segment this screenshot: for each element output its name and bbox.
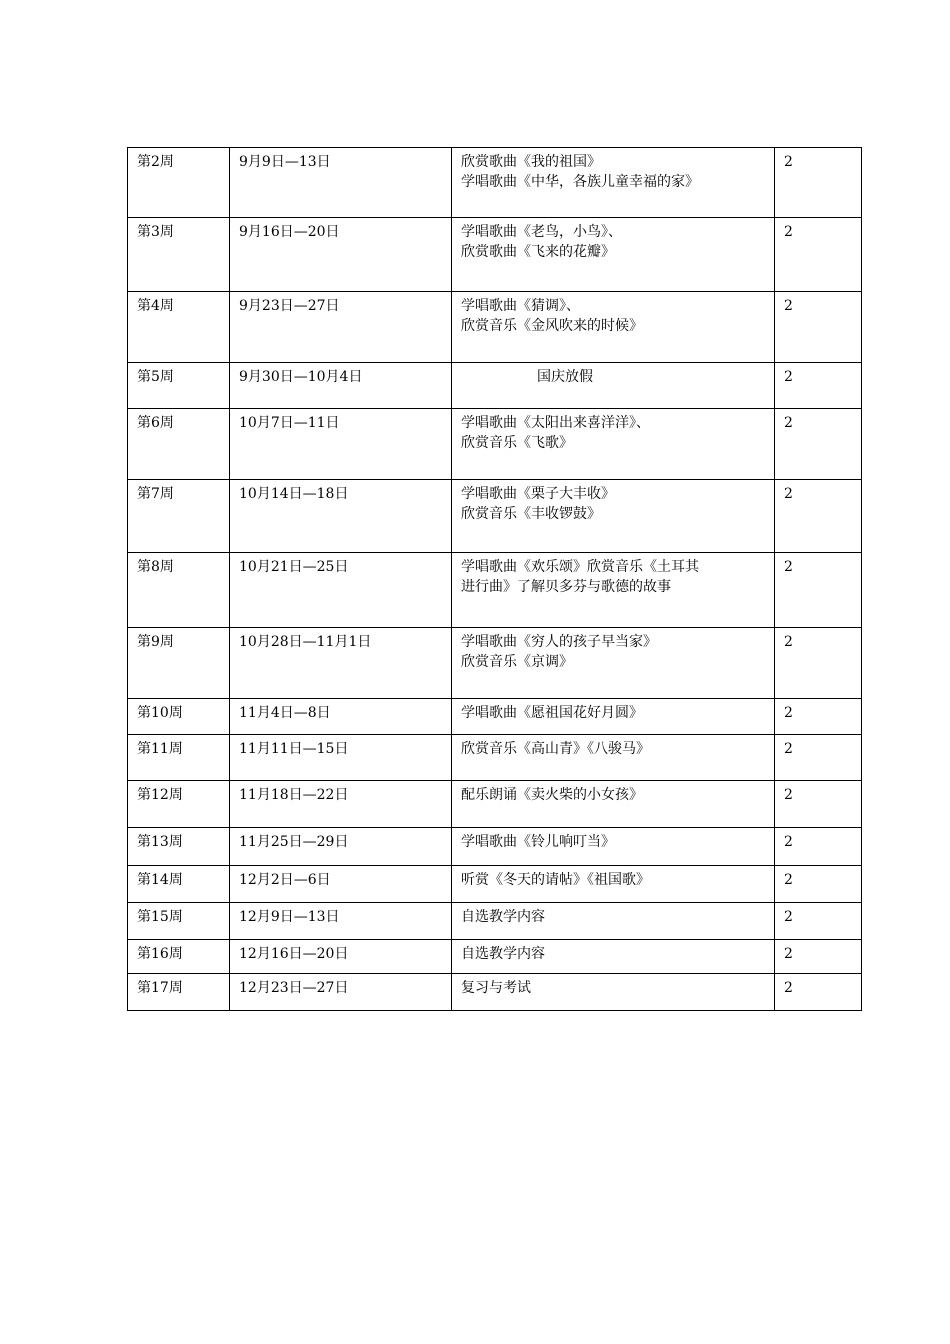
content-cell <box>452 148 775 218</box>
dates-cell: 12月2日—6日 <box>230 866 452 903</box>
hours-cell: 2 <box>775 553 862 628</box>
table-row <box>128 628 862 699</box>
hours-cell: 2 <box>775 699 862 735</box>
week-cell: 第10周 <box>128 699 230 735</box>
hours-cell: 2 <box>775 974 862 1011</box>
content-line: 学唱歌曲《铃儿响叮当》 <box>461 834 615 850</box>
hours-cell: 2 <box>775 363 862 409</box>
week-cell: 第14周 <box>128 866 230 903</box>
content-cell <box>452 903 775 940</box>
dates-cell: 10月28日—11月1日 <box>230 628 452 699</box>
table-row <box>128 148 862 218</box>
dates-cell: 12月23日—27日 <box>230 974 452 1011</box>
content-cell <box>452 866 775 903</box>
week-cell: 第4周 <box>128 292 230 363</box>
dates-cell: 10月21日—25日 <box>230 553 452 628</box>
hours-cell: 2 <box>775 903 862 940</box>
content-line: 欣赏音乐《飞歌》 <box>461 435 573 451</box>
content-line: 学唱歌曲《猜调》、 <box>461 298 580 314</box>
dates-cell: 12月16日—20日 <box>230 940 452 974</box>
schedule-body <box>128 148 862 1011</box>
content-cell <box>452 363 775 409</box>
week-cell: 第17周 <box>128 974 230 1011</box>
dates-cell: 9月23日—27日 <box>230 292 452 363</box>
hours-cell: 2 <box>775 781 862 828</box>
table-row <box>128 828 862 866</box>
dates-cell: 11月18日—22日 <box>230 781 452 828</box>
content-cell <box>452 781 775 828</box>
hours-cell: 2 <box>775 628 862 699</box>
table-row <box>128 735 862 781</box>
content-cell <box>452 699 775 735</box>
content-cell <box>452 828 775 866</box>
content-line: 配乐朗诵《卖火柴的小女孩》 <box>461 787 643 803</box>
hours-cell: 2 <box>775 866 862 903</box>
teaching-schedule-table <box>127 147 862 1011</box>
dates-cell: 11月4日—8日 <box>230 699 452 735</box>
hours-cell: 2 <box>775 735 862 781</box>
table-row <box>128 699 862 735</box>
content-cell <box>452 628 775 699</box>
week-cell: 第12周 <box>128 781 230 828</box>
week-cell: 第8周 <box>128 553 230 628</box>
table-row <box>128 363 862 409</box>
dates-cell: 9月16日—20日 <box>230 218 452 292</box>
hours-cell: 2 <box>775 218 862 292</box>
hours-cell: 2 <box>775 480 862 553</box>
content-line: 欣赏音乐《金风吹来的时候》 <box>461 318 643 334</box>
hours-cell: 2 <box>775 292 862 363</box>
content-line: 进行曲》了解贝多芬与歌德的故事 <box>461 579 671 595</box>
dates-cell: 12月9日—13日 <box>230 903 452 940</box>
content-line: 欣赏歌曲《飞来的花瓣》 <box>461 244 615 260</box>
dates-cell: 10月7日—11日 <box>230 409 452 480</box>
content-cell <box>452 553 775 628</box>
content-line: 欣赏歌曲《我的祖国》 <box>461 154 601 170</box>
content-line: 学唱歌曲《欢乐颂》欣赏音乐《土耳其 <box>461 559 699 575</box>
content-line: 学唱歌曲《穷人的孩子早当家》 <box>461 634 657 650</box>
week-cell: 第11周 <box>128 735 230 781</box>
content-line: 欣赏音乐《高山青》《八骏马》 <box>461 741 650 757</box>
content-cell <box>452 218 775 292</box>
content-line: 听赏《冬天的请帖》《祖国歌》 <box>461 872 650 888</box>
week-cell: 第15周 <box>128 903 230 940</box>
content-line: 学唱歌曲《愿祖国花好月圆》 <box>461 705 643 721</box>
table-row <box>128 480 862 553</box>
content-line: 复习与考试 <box>461 980 531 996</box>
content-line: 学唱歌曲《中华，各族儿童幸福的家》 <box>461 174 699 190</box>
week-cell: 第9周 <box>128 628 230 699</box>
table-row <box>128 781 862 828</box>
table-row <box>128 974 862 1011</box>
hours-cell: 2 <box>775 828 862 866</box>
table-row <box>128 553 862 628</box>
hours-cell: 2 <box>775 940 862 974</box>
dates-cell: 11月11日—15日 <box>230 735 452 781</box>
dates-cell: 9月9日—13日 <box>230 148 452 218</box>
content-cell <box>452 735 775 781</box>
content-cell <box>452 480 775 553</box>
content-cell <box>452 974 775 1011</box>
week-cell: 第7周 <box>128 480 230 553</box>
dates-cell: 9月30日—10月4日 <box>230 363 452 409</box>
week-cell: 第13周 <box>128 828 230 866</box>
content-cell <box>452 940 775 974</box>
table-row <box>128 409 862 480</box>
content-line: 学唱歌曲《栗子大丰收》 <box>461 486 615 502</box>
content-cell <box>452 292 775 363</box>
week-cell: 第2周 <box>128 148 230 218</box>
week-cell: 第5周 <box>128 363 230 409</box>
week-cell: 第3周 <box>128 218 230 292</box>
content-line: 学唱歌曲《太阳出来喜洋洋》、 <box>461 415 650 431</box>
hours-cell: 2 <box>775 148 862 218</box>
content-line: 自选教学内容 <box>461 946 545 962</box>
dates-cell: 11月25日—29日 <box>230 828 452 866</box>
content-line: 欣赏音乐《京调》 <box>461 654 573 670</box>
content-line: 国庆放假 <box>537 369 593 385</box>
content-line: 欣赏音乐《丰收锣鼓》 <box>461 506 601 522</box>
dates-cell: 10月14日—18日 <box>230 480 452 553</box>
table-row <box>128 903 862 940</box>
table-row <box>128 218 862 292</box>
table-row <box>128 940 862 974</box>
week-cell: 第16周 <box>128 940 230 974</box>
content-line: 学唱歌曲《老鸟，小鸟》、 <box>461 224 622 240</box>
hours-cell: 2 <box>775 409 862 480</box>
table-row <box>128 292 862 363</box>
week-cell: 第6周 <box>128 409 230 480</box>
content-line: 自选教学内容 <box>461 909 545 925</box>
table-row <box>128 866 862 903</box>
content-cell <box>452 409 775 480</box>
